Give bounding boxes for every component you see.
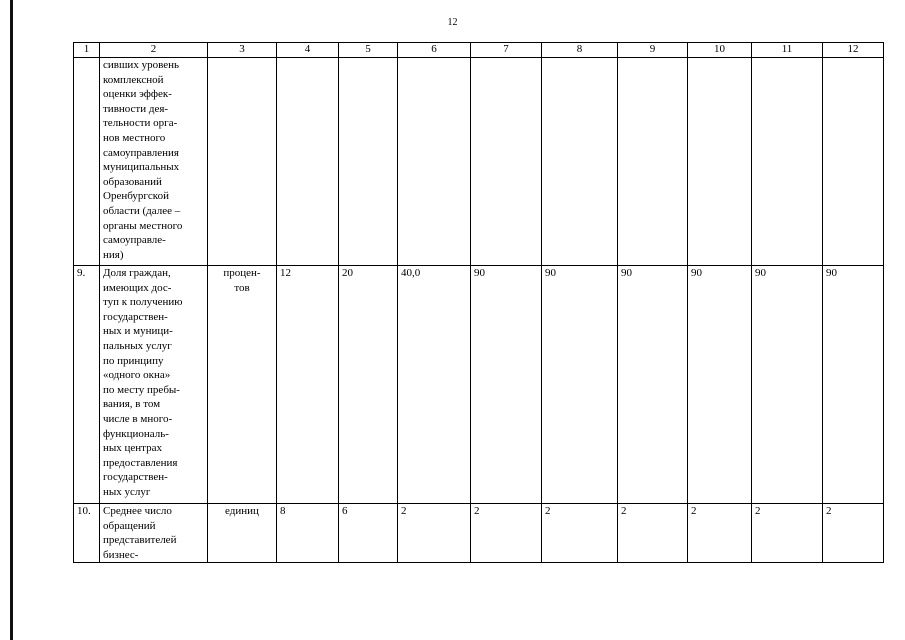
value-cell: 8 xyxy=(277,504,339,563)
value-cell xyxy=(471,58,542,266)
value-cell xyxy=(688,58,752,266)
value-cell: 90 xyxy=(752,266,823,504)
indicator-name-cell xyxy=(100,266,208,504)
text-line: представителей xyxy=(103,534,177,547)
unit-cell xyxy=(208,504,277,563)
header-cell: 7 xyxy=(471,43,542,58)
text-line: единиц xyxy=(225,505,259,517)
header-cell: 8 xyxy=(542,43,618,58)
row-number-cell xyxy=(74,58,100,266)
text-line: предоставления xyxy=(103,456,178,469)
text-line: тов xyxy=(234,281,250,294)
text-line: оценки эффек- xyxy=(103,88,172,101)
indicator-table xyxy=(73,42,884,563)
text-line: нов местного xyxy=(103,131,166,144)
row-number-cell: 9. xyxy=(74,266,100,504)
value-cell: 12 xyxy=(277,266,339,504)
text-line: тивности дея- xyxy=(103,102,169,115)
value-cell: 2 xyxy=(752,504,823,563)
page-edge-bar xyxy=(10,0,13,640)
unit-cell xyxy=(208,58,277,266)
text-line: пальных услуг xyxy=(103,339,172,352)
value-cell: 2 xyxy=(398,504,471,563)
page-number: 12 xyxy=(447,17,458,28)
value-cell: 90 xyxy=(823,266,884,504)
text-line: тельности орга- xyxy=(103,117,178,130)
text-line: Оренбургской xyxy=(103,190,169,203)
text-line: обращений xyxy=(103,519,156,532)
text-line: ния) xyxy=(103,248,124,261)
table-row xyxy=(74,266,884,504)
value-cell: 2 xyxy=(542,504,618,563)
text-line: самоуправления xyxy=(103,146,179,159)
unit-cell xyxy=(208,266,277,504)
value-cell: 40,0 xyxy=(398,266,471,504)
value-cell: 90 xyxy=(688,266,752,504)
value-cell xyxy=(398,58,471,266)
header-cell: 10 xyxy=(688,43,752,58)
header-cell: 12 xyxy=(823,43,884,58)
value-cell: 90 xyxy=(618,266,688,504)
value-cell xyxy=(618,58,688,266)
header-cell: 11 xyxy=(752,43,823,58)
text-line: по принципу xyxy=(103,354,164,367)
table-row xyxy=(74,58,884,266)
value-cell: 2 xyxy=(823,504,884,563)
text-line: образований xyxy=(103,175,162,188)
table-row xyxy=(74,504,884,563)
header-cell: 1 xyxy=(74,43,100,58)
text-line: государствен- xyxy=(103,471,168,484)
table-header-row xyxy=(74,43,884,58)
header-cell: 4 xyxy=(277,43,339,58)
text-line: числе в много- xyxy=(103,412,173,425)
text-line: ных услуг xyxy=(103,485,151,498)
value-cell: 20 xyxy=(339,266,398,504)
indicator-name-cell xyxy=(100,504,208,563)
value-cell: 2 xyxy=(471,504,542,563)
text-line: Доля граждан, xyxy=(103,267,171,279)
text-line: сивших уровень xyxy=(103,59,179,71)
text-line: туп к получению xyxy=(103,296,183,309)
value-cell xyxy=(277,58,339,266)
text-line: бизнес- xyxy=(103,548,139,561)
header-cell: 2 xyxy=(100,43,208,58)
header-cell: 3 xyxy=(208,43,277,58)
value-cell: 90 xyxy=(542,266,618,504)
text-line: процен- xyxy=(223,267,261,279)
text-line: органы местного xyxy=(103,219,183,232)
value-cell xyxy=(823,58,884,266)
text-line: вания, в том xyxy=(103,398,161,411)
value-cell: 90 xyxy=(471,266,542,504)
header-cell: 6 xyxy=(398,43,471,58)
text-line: муниципальных xyxy=(103,161,180,174)
header-cell: 9 xyxy=(618,43,688,58)
text-line: государствен- xyxy=(103,310,168,323)
text-line: комплексной xyxy=(103,73,164,86)
value-cell: 6 xyxy=(339,504,398,563)
row-number-cell: 10. xyxy=(74,504,100,563)
indicator-name-cell xyxy=(100,58,208,266)
text-line: области (далее – xyxy=(103,204,181,217)
text-line: по месту пребы- xyxy=(103,383,180,396)
text-line: самоуправле- xyxy=(103,234,166,247)
text-line: Среднее число xyxy=(103,505,172,517)
text-line: ных и муници- xyxy=(103,325,173,338)
header-cell: 5 xyxy=(339,43,398,58)
text-line: имеющих дос- xyxy=(103,281,172,294)
text-line: «одного окна» xyxy=(103,369,171,382)
text-line: ных центрах xyxy=(103,442,163,455)
value-cell: 2 xyxy=(688,504,752,563)
value-cell xyxy=(339,58,398,266)
value-cell xyxy=(752,58,823,266)
value-cell: 2 xyxy=(618,504,688,563)
value-cell xyxy=(542,58,618,266)
text-line: функциональ- xyxy=(103,427,169,440)
